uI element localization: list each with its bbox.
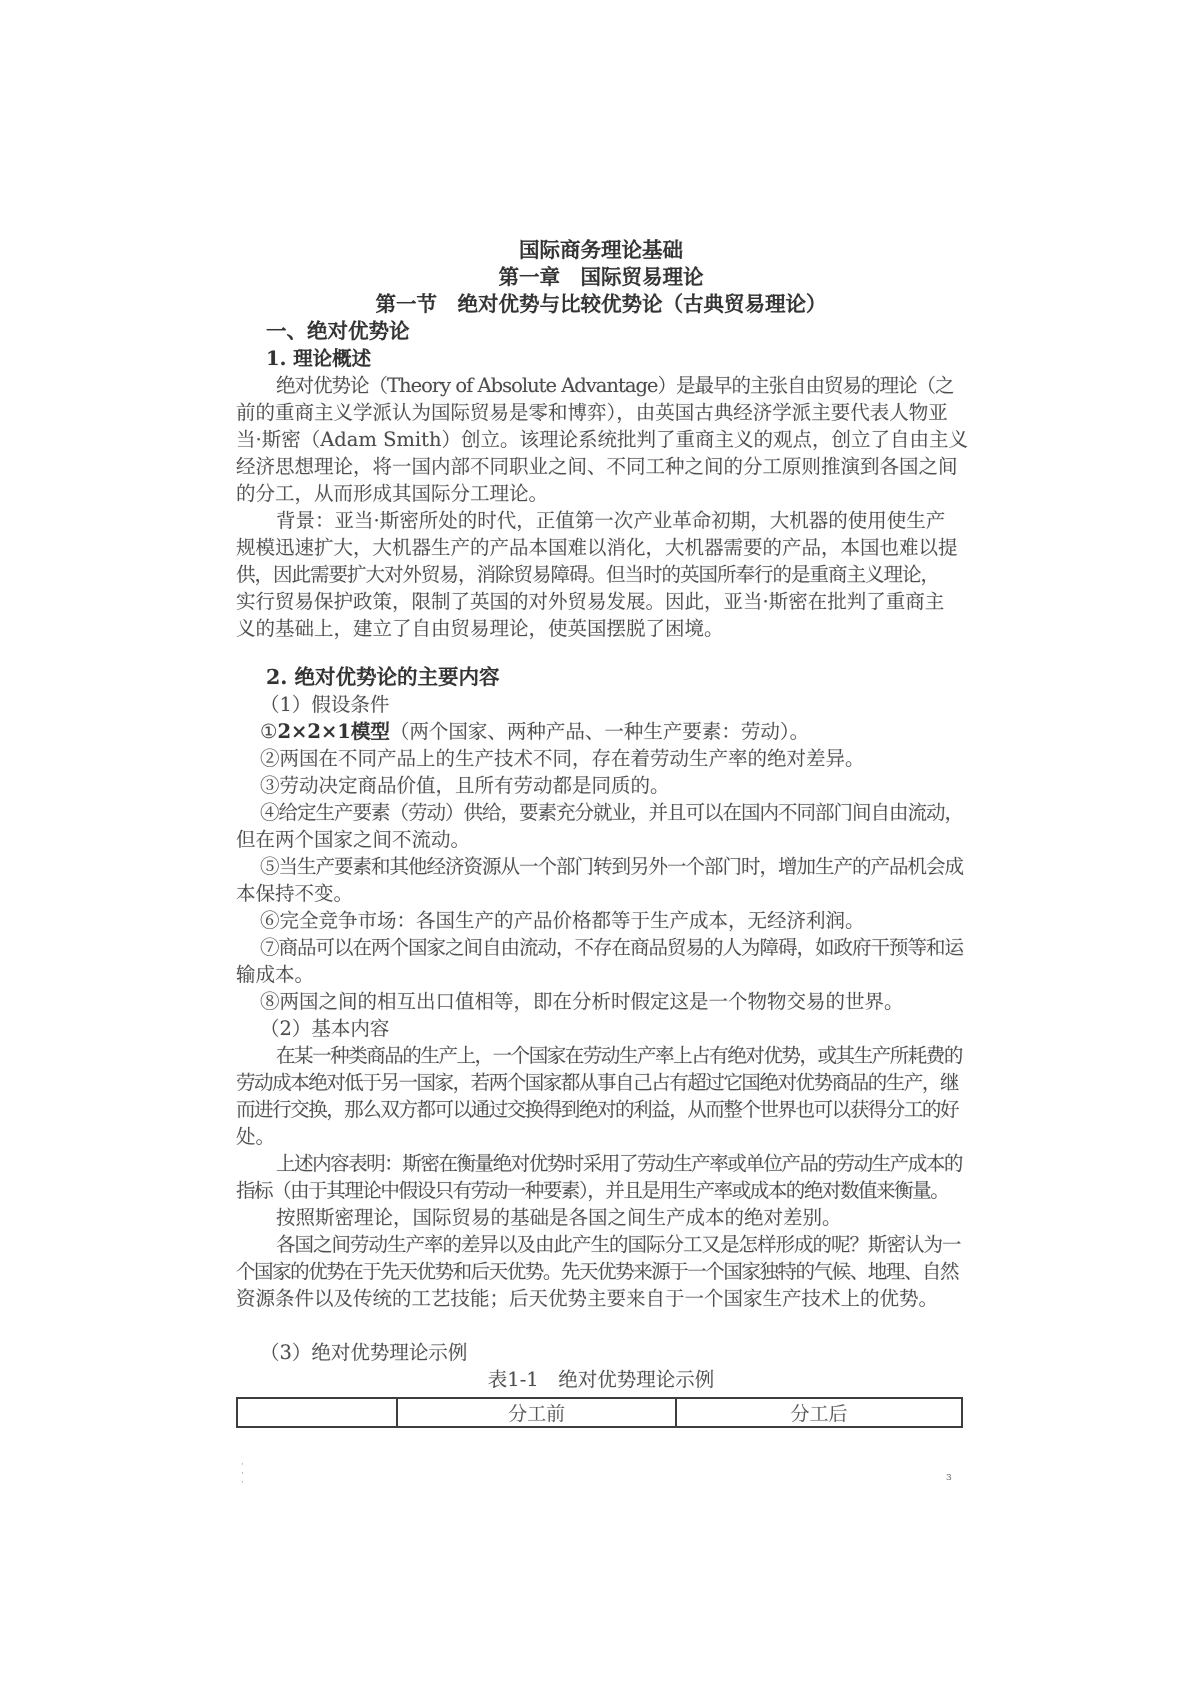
paragraph-theory-line: 前的重商主义学派认为国际贸易是零和博弈），由英国古典经济学派主要代表人物亚 — [236, 401, 948, 424]
paragraph-theory-line: 绝对优势论（Theory of Absolute Advantage）是最早的主张自由贸易的理论（之 — [276, 374, 954, 397]
paragraph-smith-basis: 按照斯密理论，国际贸易的基础是各国之间生产成本的绝对差别。 — [276, 1206, 842, 1229]
paragraph-basics-line: 而进行交换，那么双方都可以通过交换得到绝对的利益，从而整个世界也可以获得分工的好 — [236, 1098, 959, 1121]
document-page — [236, 237, 969, 1428]
table-header-before-division: 分工前 — [397, 1398, 676, 1427]
table-header-empty — [237, 1398, 397, 1427]
paragraph-background-line: 实行贸易保护政策，限制了英国的对外贸易发展。因此，亚当·斯密在批判了重商主 — [236, 590, 945, 613]
section-heading: 第一节 绝对优势与比较优势论（古典贸易理论） — [375, 292, 827, 316]
assumption-line: ⑤当生产要素和其他经济资源从一个部门转到另外一个部门时，增加生产的产品机会成 — [260, 855, 964, 878]
paragraph-indicator-line: 指标（由于其理论中假设只有劳动一种要素），并且是用生产率或成本的绝对数值来衡量。 — [236, 1179, 949, 1202]
paragraph-theory-line: 经济思想理论，将一国内部不同职业之间、不同工种之间的分工原则推演到各国之间 — [236, 455, 958, 478]
paragraph-indicator-line: 上述内容表明：斯密在衡量绝对优势时采用了劳动生产率或单位产品的劳动生产成本的 — [276, 1152, 962, 1175]
doc-title: 国际商务理论基础 — [519, 238, 683, 262]
table-header-after-division: 分工后 — [676, 1398, 962, 1427]
paragraph-theory-line: 的分工，从而形成其国际分工理论。 — [236, 482, 549, 505]
assumption-model-number: ① — [260, 720, 278, 743]
paragraph-background-line: 义的基础上，建立了自由贸易理论，使英国摆脱了困境。 — [236, 617, 724, 640]
example-table — [236, 1397, 963, 1428]
scan-artifact-dots — [241, 1461, 244, 1488]
assumption-model-line — [236, 718, 966, 745]
assumption-line: ④给定生产要素（劳动）供给，要素充分就业，并且可以在国内不同部门间自由流动， — [260, 801, 964, 824]
assumption-line: ⑥完全竞争市场：各国生产的产品价格都等于生产成本，无经济利润。 — [260, 909, 865, 932]
assumption-line: ②两国在不同产品上的生产技术不同，存在着劳动生产率的绝对差异。 — [260, 747, 865, 770]
table-header-row — [237, 1398, 962, 1427]
assumption-model-bold: 2×2×1模型 — [277, 720, 390, 743]
assumption-line: ③劳动决定商品价值，且所有劳动都是同质的。 — [260, 774, 670, 797]
assumption-line: ⑦商品可以在两个国家之间自由流动，不存在商品贸易的人为障碍，如政府干预等和运 — [260, 936, 964, 959]
paragraph-basics-line: 在某一种类商品的生产上，一个国家在劳动生产率上占有绝对优势，或其生产所耗费的 — [276, 1044, 962, 1067]
scan-dot: · — [241, 1478, 244, 1488]
scan-artifact-mark: ɜ — [946, 1470, 952, 1483]
heading-assumptions: （1）假设条件 — [260, 693, 390, 716]
chapter-heading: 第一章 国际贸易理论 — [498, 265, 704, 289]
assumption-line: 本保持不变。 — [236, 882, 354, 905]
heading-example: （3）绝对优势理论示例 — [260, 1341, 468, 1364]
paragraph-background-line: 背景：亚当·斯密所处的时代，正值第一次产业革命初期，大机器的使用使生产 — [276, 509, 946, 532]
paragraph-basics-line: 处。 — [236, 1125, 276, 1148]
heading-main-content: 2. 绝对优势论的主要内容 — [266, 665, 500, 689]
heading-basic-content: （2）基本内容 — [260, 1017, 390, 1040]
assumption-model-rest: （两个国家、两种产品、一种生产要素：劳动）。 — [389, 720, 810, 743]
heading-absolute-advantage: 一、绝对优势论 — [266, 319, 410, 343]
paragraph-advantage-line: 资源条件以及传统的工艺技能；后天优势主要来自于一个国家生产技术上的优势。 — [236, 1287, 939, 1310]
paragraph-theory-line: 当·斯密（Adam Smith）创立。该理论系统批判了重商主义的观点，创立了自由主义 — [236, 428, 969, 451]
heading-theory-overview: 1. 理论概述 — [266, 347, 372, 370]
paragraph-background-line: 供，因此需要扩大对外贸易，消除贸易障碍。但当时的英国所奉行的是重商主义理论， — [236, 563, 940, 586]
paragraph-background-line: 规模迅速扩大，大机器生产的产品本国难以消化，大机器需要的产品，本国也难以提 — [236, 536, 958, 559]
assumption-line: ⑧两国之间的相互出口值相等，即在分析时假定这是一个物物交易的世界。 — [260, 990, 904, 1013]
assumption-line: 但在两个国家之间不流动。 — [236, 828, 471, 851]
table-caption: 表1-1 绝对优势理论示例 — [487, 1368, 715, 1391]
assumption-line: 输成本。 — [236, 963, 315, 986]
paragraph-advantage-line: 各国之间劳动生产率的差异以及由此产生的国际分工又是怎样形成的呢？斯密认为一 — [276, 1233, 961, 1256]
scan-dot: · — [241, 1460, 244, 1470]
scan-dot: · — [241, 1469, 244, 1479]
paragraph-advantage-line: 个国家的优势在于先天优势和后天优势。先天优势来源于一个国家独特的气候、地理、自然 — [236, 1260, 959, 1283]
paragraph-basics-line: 劳动成本绝对低于另一国家，若两个国家都从事自己占有超过它国绝对优势商品的生产，继 — [236, 1071, 959, 1094]
